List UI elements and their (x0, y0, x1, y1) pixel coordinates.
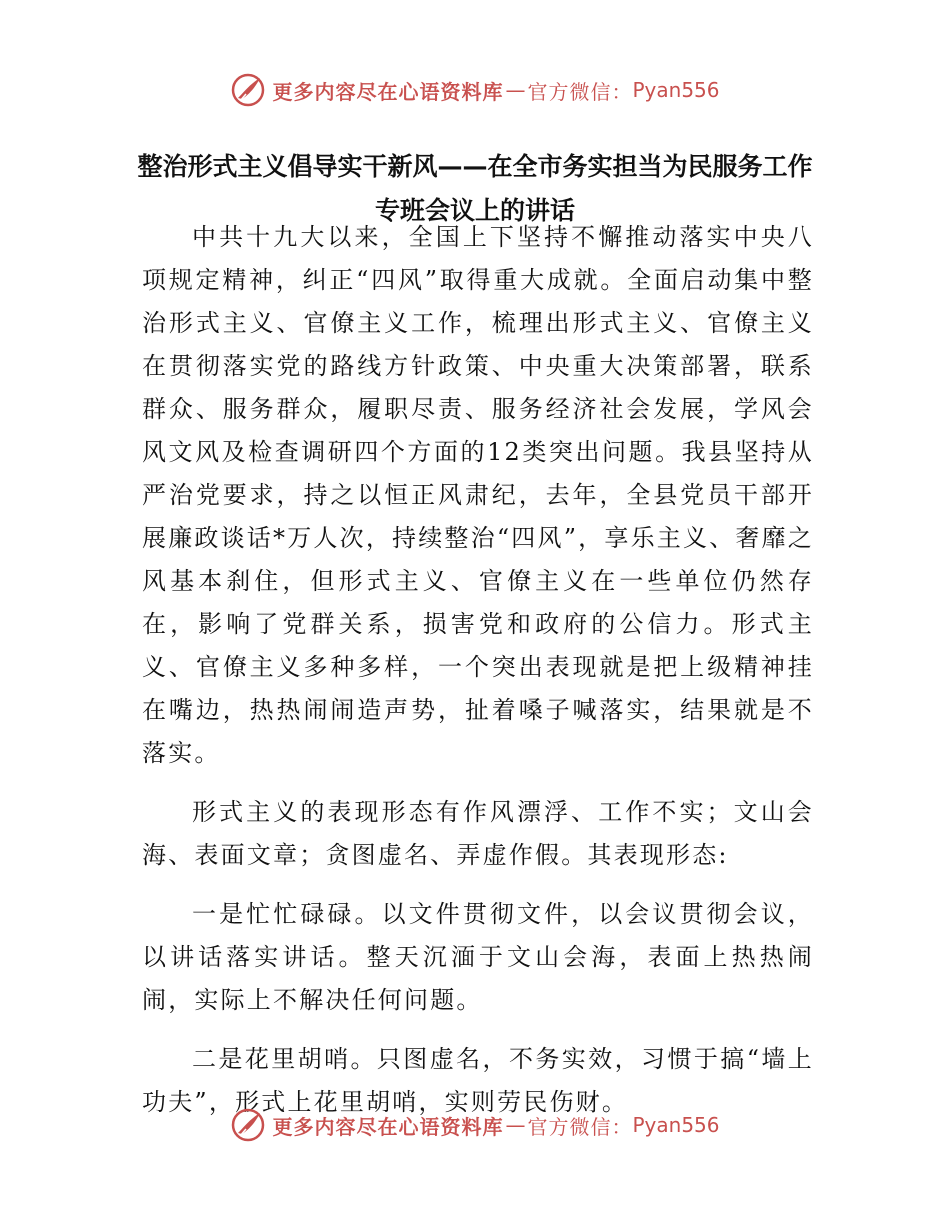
title-line-1: 整治形式主义倡导实干新风——在全市务实担当为民服务工作 (137, 152, 813, 181)
banner-separator: — (505, 78, 526, 102)
paragraph: 二是花里胡哨。只图虚名，不务实效，习惯于搞“墙上功夫”，形式上花里胡哨，实则劳民伤财。 (142, 1045, 814, 1116)
document-body (142, 216, 814, 1140)
paragraph: 中共十九大以来，全国上下坚持不懈推动落实中央八项规定精神，纠正“四风”取得重大成就。全面启动集中整治形式主义、官僚主义工作，梳理出形式主义、官僚主义在贯彻落实党的路线方针政策、中央重大决策部署，联系群众、服务群众，履职尽责、服务经济社会发展，学风会风文风及检查调研四个方面的12类突出问题。我县坚持从严治党要求，持之以恒正风肃纪，去年，全县党员干部开展廉政谈话*万人次，持续整治“四风”，享乐主义、奢靡之风基本刹住，但形式主义、官僚主义在一些单位仍然存在，影响了党群关系，损害党和政府的公信力。形式主义、官僚主义多种多样，一个突出表现就是把上级精神挂在嘴边，热热闹闹造声势，扯着嗓子喊落实，结果就是不落实。 (142, 223, 814, 767)
banner-brand: 更多内容尽在心语资料库 (272, 1114, 504, 1139)
quill-logo-icon (230, 1107, 266, 1143)
quill-logo-icon (230, 72, 266, 108)
header-banner (0, 70, 950, 110)
banner-separator: — (505, 1113, 526, 1137)
paragraph: 形式主义的表现形态有作风漂浮、工作不实；文山会海、表面文章；贪图虚名、弄虚作假。其表现形态: (142, 798, 814, 869)
banner-wechat-label: 官方微信： (527, 79, 633, 104)
title-line-2: 专班会议上的讲话 (374, 196, 575, 225)
paragraph: 一是忙忙碌碌。以文件贯彻文件，以会议贯彻会议，以讲话落实讲话。整天沉湎于文山会海，表面上热热闹闹，实际上不解决任何问题。 (142, 900, 814, 1014)
banner-brand: 更多内容尽在心语资料库 (272, 79, 504, 104)
banner-wechat-account: Pyan556 (632, 78, 720, 102)
footer-banner (0, 1105, 950, 1145)
banner-wechat-account: Pyan556 (632, 1113, 720, 1137)
banner-wechat-label: 官方微信： (527, 1114, 633, 1139)
